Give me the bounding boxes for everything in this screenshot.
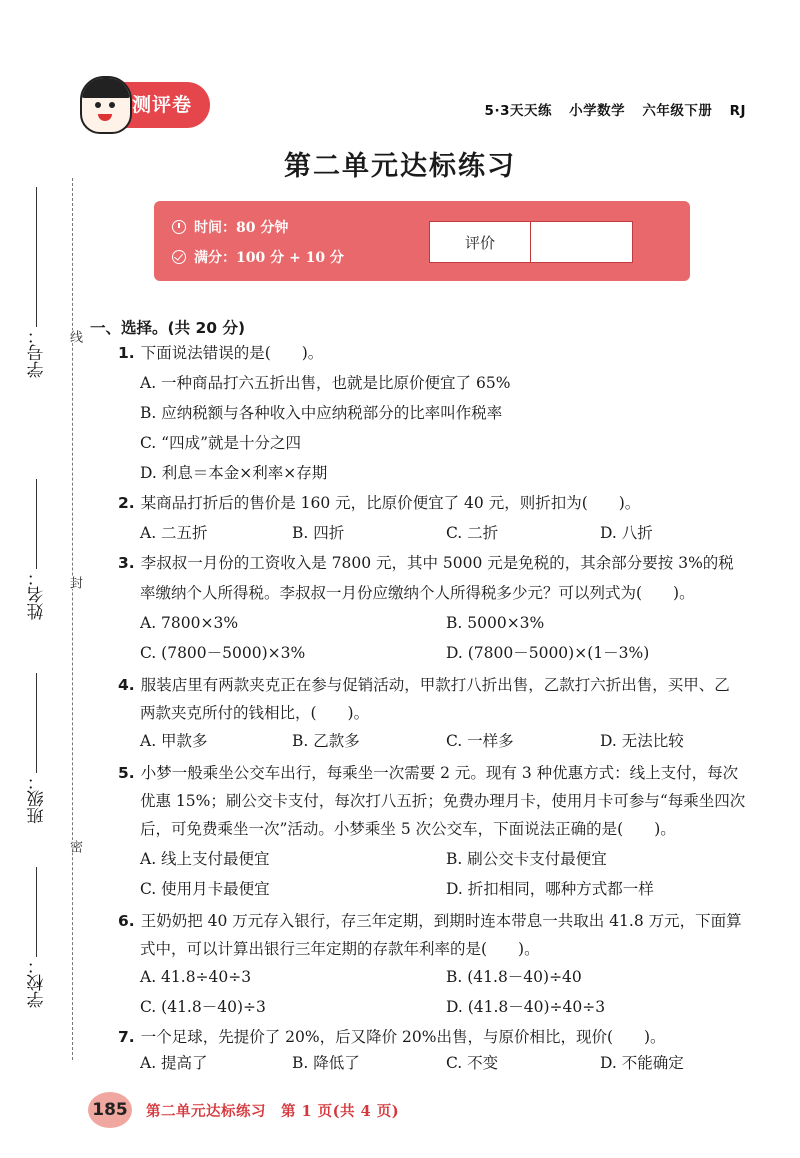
q2-option-b[interactable]: B. 四折 bbox=[292, 524, 345, 542]
q7-option-a[interactable]: A. 提高了 bbox=[140, 1054, 208, 1072]
q3-option-b[interactable]: B. 5000×3% bbox=[446, 614, 545, 632]
edition-name: RJ bbox=[729, 103, 746, 119]
q2-option-a[interactable]: A. 二五折 bbox=[140, 524, 208, 542]
q1-option-a[interactable]: A. 一种商品打六五折出售，也就是比原价便宜了 65% bbox=[140, 374, 511, 392]
clock-icon bbox=[172, 220, 186, 234]
binding-char-xian: 线 bbox=[60, 330, 84, 343]
score-info bbox=[172, 247, 344, 267]
q3-option-c[interactable]: C. (7800－5000)×3% bbox=[140, 644, 306, 662]
q1-option-b[interactable]: B. 应纳税额与各种收入中应纳税部分的比率叫作税率 bbox=[140, 404, 503, 422]
question-number: 1. bbox=[118, 344, 135, 362]
student-id-field[interactable] bbox=[24, 178, 50, 378]
question-3-cont: 率缴纳个人所得税。李叔叔一月份应缴纳个人所得税多少元？可以列式为( )。 bbox=[140, 584, 695, 602]
evaluation-field[interactable] bbox=[531, 222, 632, 262]
q1-option-c[interactable]: C. “四成”就是十分之四 bbox=[140, 434, 302, 452]
question-text: 一个足球，先提价了 20%，后又降价 20%出售，与原价相比，现价( )。 bbox=[140, 1028, 666, 1046]
q7-option-d[interactable]: D. 不能确定 bbox=[600, 1054, 684, 1072]
book-info bbox=[473, 99, 746, 119]
question-text: 王奶奶把 40 万元存入银行，存三年定期，到期时连本带息一共取出 41.8 万元，下面算 bbox=[140, 912, 742, 930]
q4-option-c[interactable]: C. 一样多 bbox=[446, 732, 514, 750]
q6-option-a[interactable]: A. 41.8÷40÷3 bbox=[140, 968, 252, 986]
q4-option-b[interactable]: B. 乙款多 bbox=[292, 732, 360, 750]
check-icon bbox=[172, 250, 186, 264]
time-text: 时间：80 分钟 bbox=[194, 220, 289, 236]
student-name-label: 姓名： bbox=[27, 569, 48, 620]
q3-option-d[interactable]: D. (7800－5000)×(1－3%) bbox=[446, 644, 650, 662]
q6-option-c[interactable]: C. (41.8－40)÷3 bbox=[140, 998, 266, 1016]
binding-char-feng: 封 bbox=[60, 576, 84, 589]
school-field[interactable] bbox=[24, 858, 50, 1008]
question-text: 李叔叔一月份的工资收入是 7800 元，其中 5000 元是免税的，其余部分要按 3%的税 bbox=[140, 554, 734, 572]
grade-name: 六年级下册 bbox=[642, 103, 713, 119]
badge-label: 测评卷 bbox=[132, 94, 193, 116]
q5-option-d[interactable]: D. 折扣相同，哪种方式都一样 bbox=[446, 880, 654, 898]
subject-name: 小学数学 bbox=[569, 103, 626, 119]
class-field[interactable] bbox=[24, 664, 50, 824]
q7-option-c[interactable]: C. 不变 bbox=[446, 1054, 499, 1072]
question-text: 服装店里有两款夹克正在参与促销活动，甲款打八折出售，乙款打六折出售，买甲、乙 bbox=[140, 676, 730, 694]
question-text: 下面说法错误的是( )。 bbox=[140, 344, 324, 362]
evaluation-label: 评价 bbox=[430, 222, 531, 262]
class-label: 班级： bbox=[27, 773, 48, 824]
section-heading: 一、选择。(共 20 分) bbox=[90, 319, 246, 337]
question-4-cont: 两款夹克所付的钱相比，( )。 bbox=[140, 704, 370, 722]
q5-option-b[interactable]: B. 刷公交卡支付最便宜 bbox=[446, 850, 607, 868]
question-number: 5. bbox=[118, 764, 135, 782]
q3-option-a[interactable]: A. 7800×3% bbox=[140, 614, 239, 632]
question-4 bbox=[118, 672, 758, 699]
question-number: 3. bbox=[118, 554, 135, 572]
page-title: 第二单元达标练习 bbox=[284, 151, 516, 182]
student-name-field[interactable] bbox=[24, 470, 50, 620]
q5-option-a[interactable]: A. 线上支付最便宜 bbox=[140, 850, 270, 868]
q1-option-d[interactable]: D. 利息＝本金×利率×存期 bbox=[140, 464, 328, 482]
binding-char-mi: 密 bbox=[60, 840, 84, 853]
school-label: 学校： bbox=[27, 957, 48, 1008]
question-number: 7. bbox=[118, 1028, 135, 1046]
question-number: 6. bbox=[118, 912, 135, 930]
time-info bbox=[172, 217, 288, 237]
cartoon-child-icon bbox=[80, 76, 132, 134]
question-6-cont: 式中，可以计算出银行三年定期的存款年利率的是( )。 bbox=[140, 940, 540, 958]
series-name: 5·3天天练 bbox=[484, 103, 552, 119]
student-id-label: 学号： bbox=[27, 327, 48, 378]
question-5 bbox=[118, 760, 758, 787]
question-5-cont-1: 优惠 15%；刷公交卡支付，每次打八五折；免费办理月卡，使用月卡可参与“每乘坐四次 bbox=[140, 792, 746, 810]
score-text: 满分：100 分 + 10 分 bbox=[194, 250, 344, 266]
evaluation-table bbox=[429, 221, 633, 263]
q7-option-b[interactable]: B. 降低了 bbox=[292, 1054, 360, 1072]
exam-info-box bbox=[154, 201, 690, 281]
question-3 bbox=[118, 550, 758, 577]
q5-option-c[interactable]: C. 使用月卡最便宜 bbox=[140, 880, 270, 898]
q6-option-b[interactable]: B. (41.8－40)÷40 bbox=[446, 968, 582, 986]
q2-option-c[interactable]: C. 二折 bbox=[446, 524, 499, 542]
q2-option-d[interactable]: D. 八折 bbox=[600, 524, 653, 542]
question-6 bbox=[118, 908, 758, 935]
question-number: 2. bbox=[118, 494, 135, 512]
question-1 bbox=[118, 340, 758, 367]
question-7 bbox=[118, 1024, 758, 1051]
footer-text: 第二单元达标练习 第 1 页(共 4 页) bbox=[146, 1103, 400, 1120]
question-number: 4. bbox=[118, 676, 135, 694]
question-2 bbox=[118, 490, 758, 517]
q4-option-d[interactable]: D. 无法比较 bbox=[600, 732, 684, 750]
question-5-cont-2: 后，可免费乘坐一次”活动。小梦乘坐 5 次公交车，下面说法正确的是( )。 bbox=[140, 820, 676, 838]
binding-line bbox=[72, 178, 73, 1060]
q6-option-d[interactable]: D. (41.8－40)÷40÷3 bbox=[446, 998, 606, 1016]
question-text: 某商品打折后的售价是 160 元，比原价便宜了 40 元，则折扣为( )。 bbox=[140, 494, 641, 512]
q4-option-a[interactable]: A. 甲款多 bbox=[140, 732, 208, 750]
question-text: 小梦一般乘坐公交车出行，每乘坐一次需要 2 元。现有 3 种优惠方式：线上支付，每次 bbox=[140, 764, 739, 782]
page-number-badge: 185 bbox=[88, 1092, 132, 1128]
